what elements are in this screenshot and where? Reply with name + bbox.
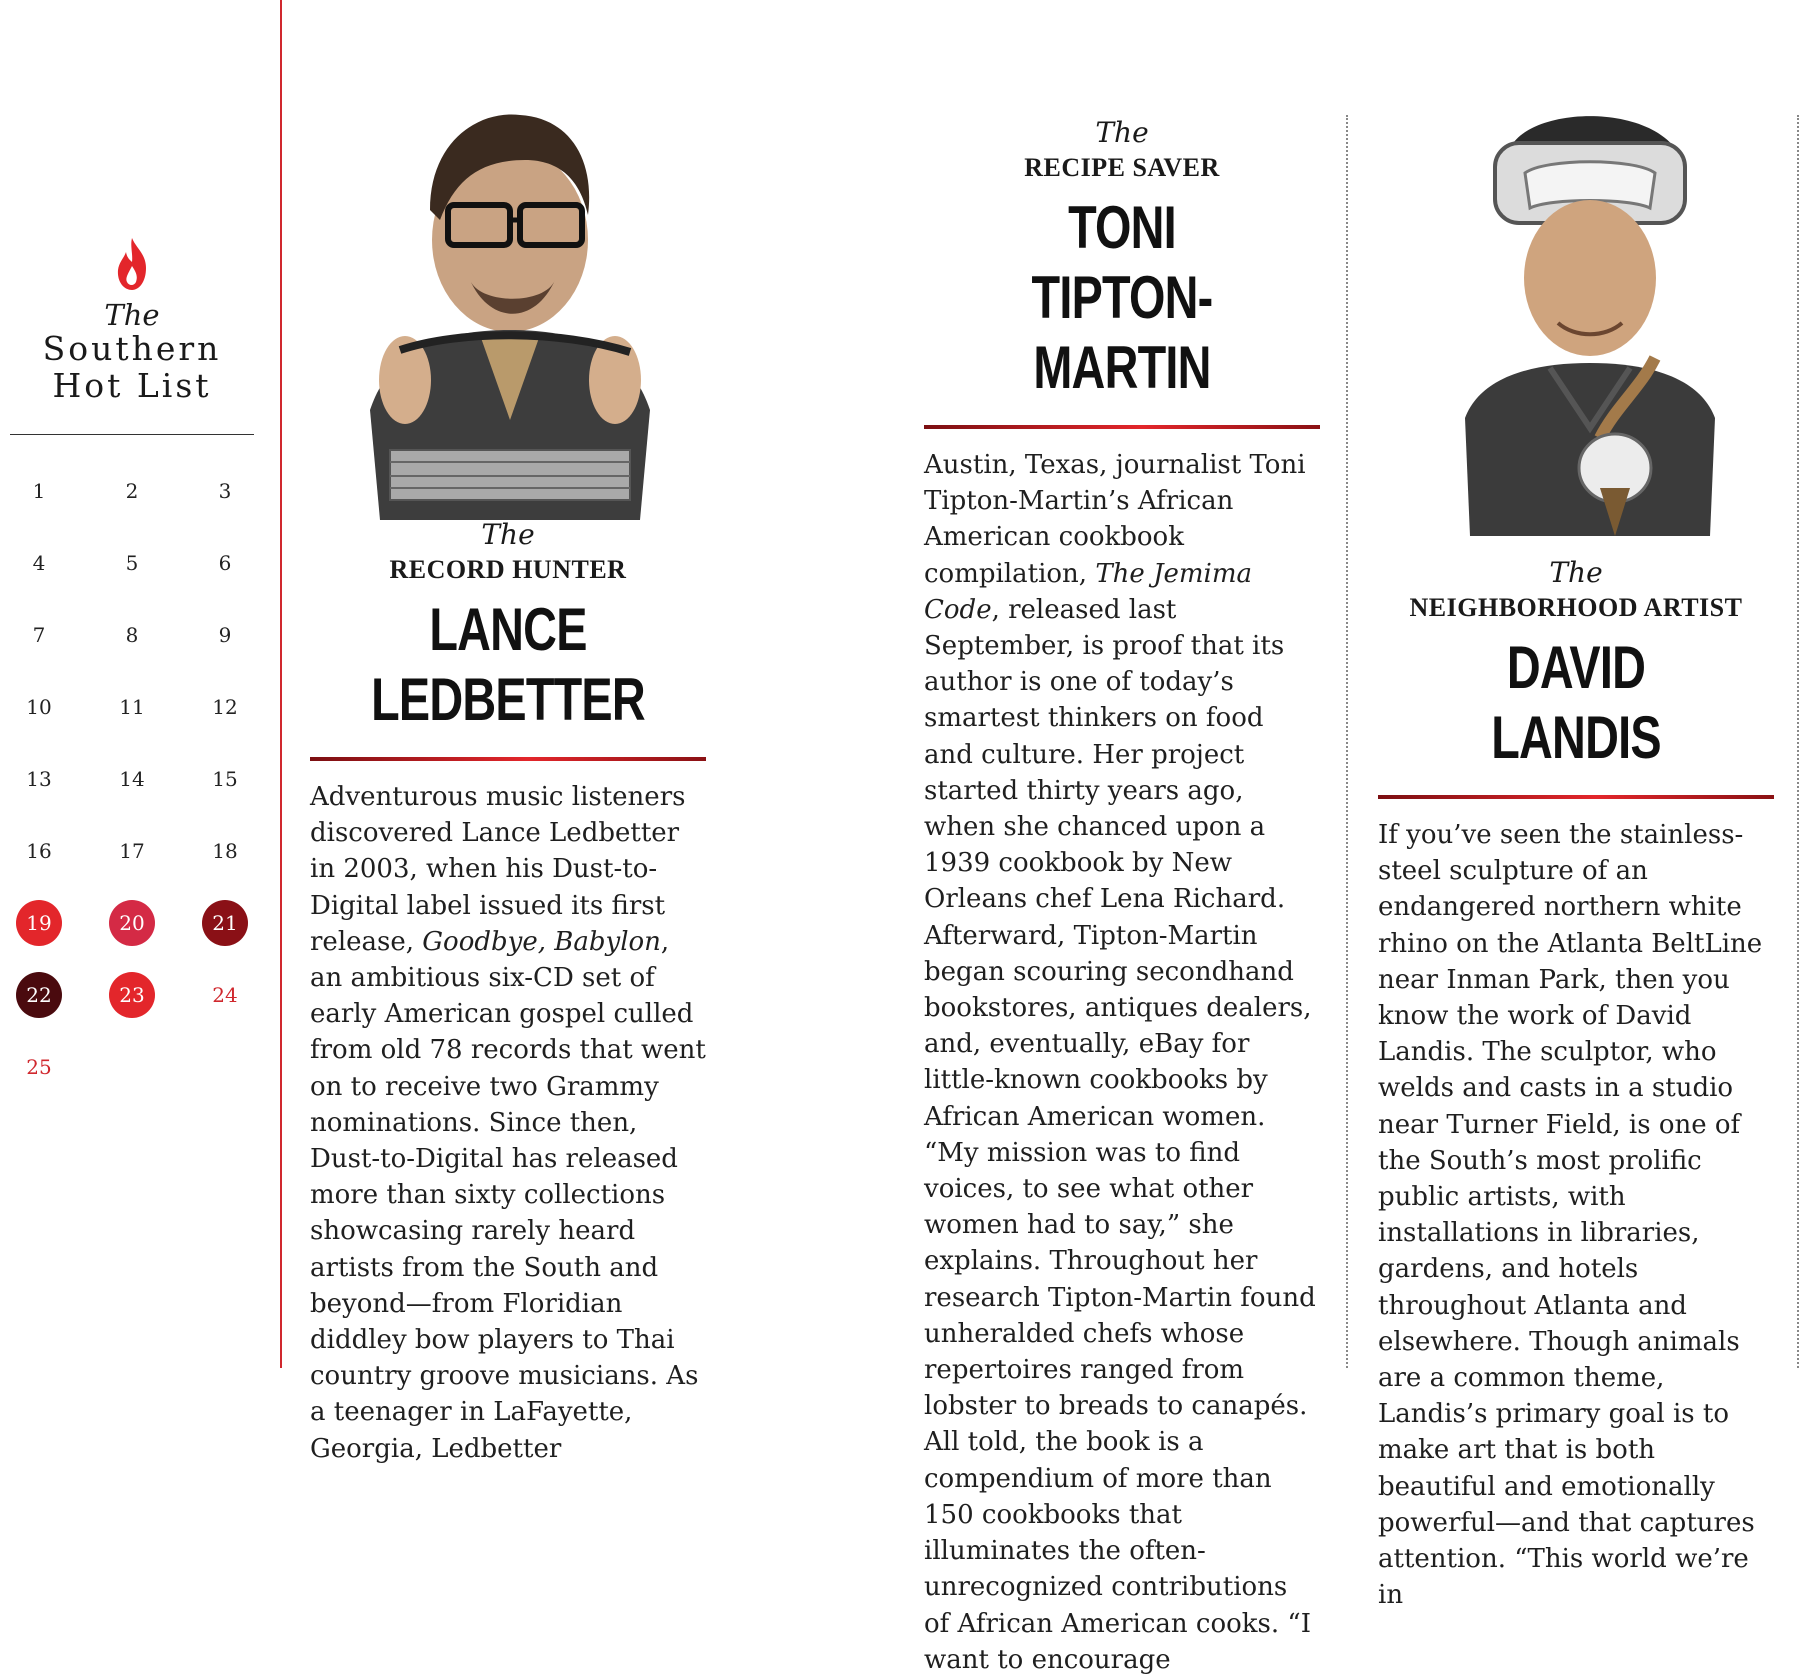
- issue-number: 1: [32, 479, 46, 503]
- brand-line-2: Hot List: [52, 366, 212, 405]
- issue-number: 6: [218, 551, 232, 575]
- profile-name: DAVID LANDIS: [1491, 634, 1661, 771]
- profile-name-line-1: TONI: [1068, 194, 1176, 261]
- issue-number: 11: [119, 695, 145, 719]
- profile-the: The: [1549, 556, 1603, 589]
- album-title: Goodbye, Babylon: [422, 926, 661, 957]
- profile-the: The: [1095, 116, 1149, 149]
- issue-number: 18: [212, 839, 238, 863]
- profile-body-part-1: Austin, Texas, journalist Toni Tipton-Martin’s African American cookbook compilation,: [924, 450, 1306, 589]
- issue-number: 3: [218, 479, 232, 503]
- column-divider: [1346, 115, 1348, 1368]
- issue-number: 24: [212, 983, 238, 1007]
- issue-number: 14: [119, 767, 145, 791]
- profile-name-line-2: TIPTON-MARTIN: [1031, 264, 1213, 401]
- profile-role: RECIPE SAVER: [1024, 153, 1220, 182]
- brand-line-1: Southern: [42, 329, 222, 368]
- profile-rule: [924, 425, 1320, 429]
- profile-name-line-1: LANCE: [429, 596, 587, 663]
- profile-body-part-1: Adventurous music listeners discovered Lance Ledbetter in 2003, when his Dust-to-Digital label issued its first release,: [310, 782, 686, 957]
- profile-rule: [1378, 795, 1774, 799]
- profile-rule: [310, 757, 706, 761]
- profile-toni: [924, 116, 1320, 1678]
- lance-portrait-illustration: [330, 90, 690, 520]
- profile-body-part-2: , an ambitious six-CD set of early American gospel culled from old 78 records that went on to receive two Grammy nominations. Since then, Dust-to-Digital has released more than sixty collections showcasing rarely heard artists from the South and beyond—from Floridian diddley bow players to Thai country groove musicians. As a teenager in LaFayette, Georgia, Ledbetter: [310, 926, 706, 1464]
- issue-number: 17: [119, 839, 145, 863]
- issue-number: 15: [212, 767, 238, 791]
- brand-divider: [10, 434, 254, 435]
- issue-number: 12: [212, 695, 238, 719]
- issue-number: 25: [26, 1055, 52, 1079]
- profile-body: [310, 779, 706, 1467]
- profile-lance: [310, 518, 706, 1467]
- issue-number: 4: [32, 551, 46, 575]
- issue-number: 16: [26, 839, 52, 863]
- profile-role: NEIGHBORHOOD ARTIST: [1409, 593, 1743, 622]
- issue-number: 7: [32, 623, 46, 647]
- profile-body-part-2: , released last September, is proof that its author is one of today’s smartest thinkers on food and culture. Her project started thirty years ago, when she chanced upon a 1939 cookbook by New Orleans chef Lena Richard. Afterward, Tipton-Martin began scouring secondhand bookstores, antiques dealers, and, eventually, eBay for little-known cookbooks by African American women. “My mission was to find voices, to see what other women had to say,” she explains. Throughout her research Tipton-Martin found unheralded chefs whose repertoires ranged from lobster to breads to canapés. All told, the book is a compendium of more than 150 cookbooks that illuminates the often-unrecognized contributions of African American cooks. “I want to encourage: [924, 594, 1316, 1675]
- issue-number: 13: [26, 767, 52, 791]
- profile-david: [1378, 556, 1774, 1613]
- issue-number: 22: [16, 972, 62, 1018]
- issue-number: 8: [125, 623, 139, 647]
- issue-number: 2: [125, 479, 139, 503]
- profile-the: The: [481, 518, 535, 551]
- sidebar-rule: [280, 0, 282, 1368]
- david-portrait-illustration: [1440, 88, 1740, 536]
- issue-number: 23: [109, 972, 155, 1018]
- brand-title: [0, 330, 264, 404]
- issue-number: 5: [125, 551, 139, 575]
- hot-list-sidebar: [0, 0, 280, 1368]
- issue-number: 21: [202, 900, 248, 946]
- column-divider: [1797, 115, 1799, 1368]
- profile-body: If you’ve seen the stainless-steel sculpture of an endangered northern white rhino on the Atlanta BeltLine near Inman Park, then you know the work of David Landis. The sculptor, who welds and casts in a studio near Turner Field, is one of the South’s most prolific public artists, with installations in libraries, gardens, and hotels throughout Atlanta and elsewhere. Though animals are a common theme, Landis’s primary goal is to make art that is both beautiful and emotionally powerful—and that captures attention. “This world we’re in: [1378, 820, 1763, 1611]
- issue-number: 20: [109, 900, 155, 946]
- brand-the: The: [104, 298, 160, 332]
- profile-body: [924, 447, 1320, 1678]
- issue-number: 9: [218, 623, 232, 647]
- book-title: The Jemima Code: [924, 558, 1253, 625]
- flame-icon: [112, 236, 152, 292]
- issue-number: 10: [26, 695, 52, 719]
- profile-role: RECORD HUNTER: [389, 555, 627, 584]
- issue-number: 19: [16, 900, 62, 946]
- profile-name-line-2: LEDBETTER: [371, 666, 645, 733]
